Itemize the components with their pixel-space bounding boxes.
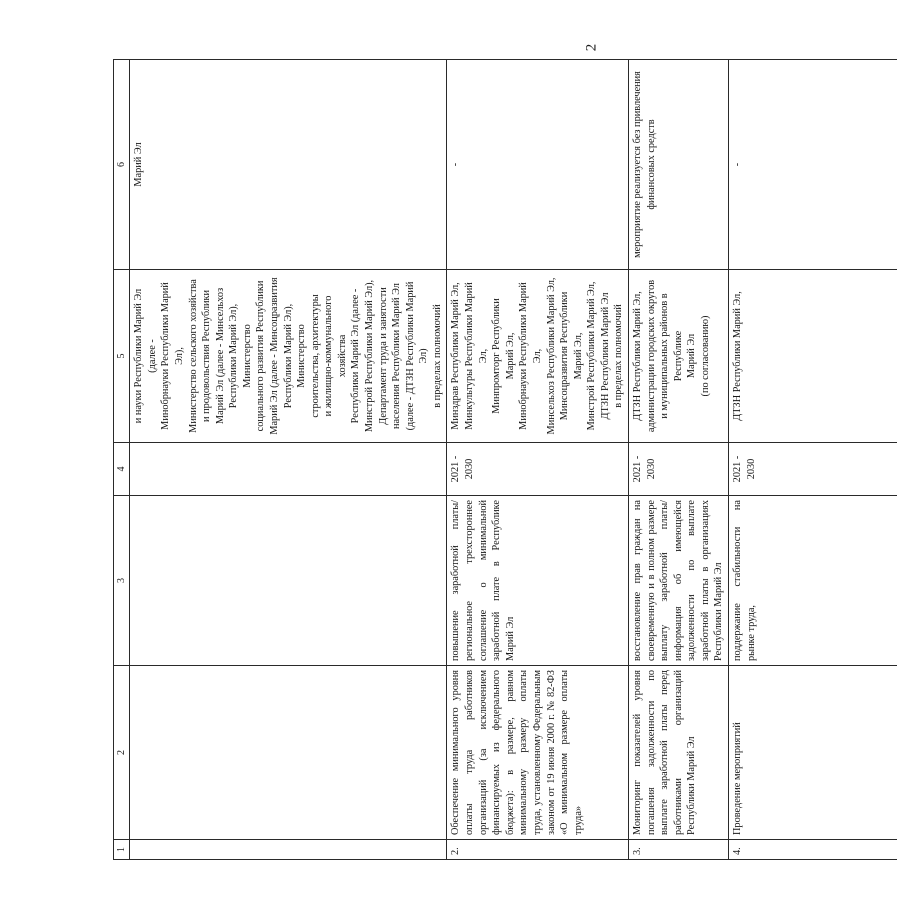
executor-line: ДТЗН Республики Марий Эл: [599, 292, 611, 420]
funding-cell: Марий Эл: [130, 60, 447, 270]
executors-cell: [130, 270, 447, 443]
executor-line: Марий Эл (далее - Минсоцразвития: [268, 277, 280, 435]
executor-line: Минстрой Республики Марий Эл,: [586, 281, 598, 431]
funding-cell: мероприятие реализуется без привлечения финансовых средств: [629, 60, 729, 270]
executor-line: Минздрав Республики Марий Эл,: [450, 282, 462, 430]
executor-line: Марий Эл,: [572, 332, 584, 380]
event-cell: Обеспечение минимального уровня оплаты труда работников организаций (за исключением финансируемых из федерального бюджета): в размере, равном минимальному размеру оплаты труда, установленному Федеральным законом от 19 июня 2000 г. № 82-ФЗ «О минимальном размере оплаты труда»: [447, 666, 629, 840]
funding-cell: -: [729, 60, 897, 270]
result-cell: повышение заработной платы/ региональное трехстороннее соглашение о минимальной заработной плате в Республике Марий Эл: [447, 496, 629, 666]
executor-line: Департамент труда и занятости: [377, 287, 389, 425]
executor-line: социального развития Республики: [255, 280, 267, 432]
executor-line: Министерство сельского хозяйства: [187, 279, 199, 433]
executor-line: Марий Эл: [686, 333, 698, 379]
executors-cell: [447, 270, 629, 443]
executor-line: Минстрой Республики Марий Эл),: [364, 279, 376, 433]
executor-line: Республики Марий Эл), Министерство: [228, 303, 253, 409]
executor-line: Минсоцразвития Республики: [559, 291, 571, 421]
executor-line: строительства, архитектуры: [309, 294, 321, 418]
row-number: 2.: [447, 840, 629, 860]
column-number-row: [114, 60, 130, 860]
column-number: 2: [114, 666, 130, 840]
event-cell: [130, 666, 447, 840]
executor-line: администрации городских округов: [645, 279, 657, 433]
executor-line: и науки Республики Марий Эл (далее -: [133, 288, 158, 424]
column-number: 1: [114, 840, 130, 860]
executors-cell: [629, 270, 729, 443]
executor-line: в пределах полномочий: [613, 304, 625, 408]
executor-line: ДТЗН Республики Марий Эл,: [732, 291, 744, 421]
period-cell: 2021 - 2030: [447, 443, 629, 496]
executor-line: Марий Эл (далее - Минсельхоз: [214, 287, 226, 425]
executor-line: Республики Марий Эл), Министерство: [282, 303, 308, 409]
period-cell: 2021 - 2030: [629, 443, 729, 496]
executor-line: и муниципальных районов в Республике: [659, 293, 684, 419]
table-row: [729, 60, 897, 860]
executor-line: (далее - ДТЗН Республики Марий Эл): [404, 281, 430, 431]
executor-line: населения Республики Марий Эл: [391, 283, 403, 429]
executors-cell: [729, 270, 897, 443]
row-number: 4.: [729, 840, 897, 860]
result-cell: восстановление прав граждан на своевременную и в полном размере выплату заработной платы/ информация об имеющейся задолженности по выплате заработной платы в организациях Республики Марий Эл: [629, 496, 729, 666]
column-number: 4: [114, 443, 130, 496]
executor-line: Марий Эл,: [504, 332, 516, 380]
executor-line: ДТЗН Республики Марий Эл,: [632, 291, 643, 421]
result-cell: поддержание стабильности на рынке труда,: [729, 496, 897, 666]
period-cell: [130, 443, 447, 496]
measures-table: [113, 59, 897, 860]
table-row: [130, 60, 447, 860]
column-number: 6: [114, 60, 130, 270]
executor-line: в пределах полномочий: [431, 304, 443, 408]
executor-line: Минсельхоз Республики Марий Эл,: [545, 277, 557, 435]
rotated-table-wrapper: [113, 60, 757, 860]
executor-line: Минобрнауки Республики Марий Эл),: [160, 282, 185, 430]
row-number: [130, 840, 447, 860]
table-row: [629, 60, 729, 860]
event-cell: Проведение мероприятий: [729, 666, 897, 840]
executor-line: (по согласованию): [699, 315, 711, 397]
event-cell: Мониторинг показателей уровня погашения задолженности по выплате заработной платы перед работниками организаций Республики Марий Эл: [629, 666, 729, 840]
executor-line: и продовольствия Республики: [201, 289, 213, 423]
funding-cell: -: [447, 60, 629, 270]
row-number: 3.: [629, 840, 729, 860]
executor-line: Минкультуры Республики Марий Эл,: [464, 282, 489, 430]
page-number: 2: [583, 43, 600, 52]
executor-line: Минобрнауки Республики Марий Эл,: [518, 282, 543, 430]
table-row: [447, 60, 629, 860]
column-number: 5: [114, 270, 130, 443]
result-cell: [130, 496, 447, 666]
column-number: 3: [114, 496, 130, 666]
executor-line: и жилищно-коммунального хозяйства: [323, 295, 348, 417]
executor-line: Республики Марий Эл (далее -: [350, 288, 362, 424]
period-cell: 2021 - 2030: [729, 443, 897, 496]
executor-line: Минпромторг Республики: [491, 298, 503, 414]
